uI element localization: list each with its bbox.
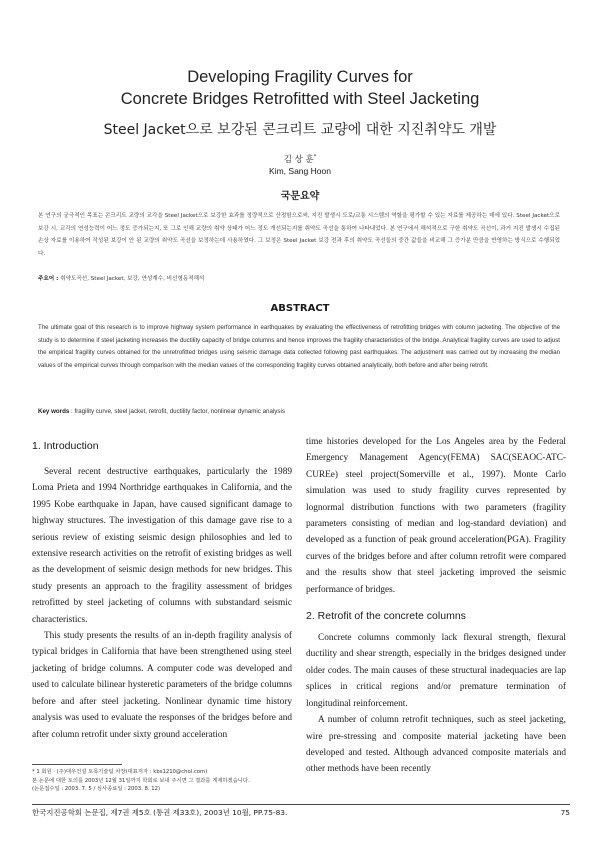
section-2-paragraph-2: A number of column retrofit techniques, such as steel jacketing, wire pre-stressing and composite material jacketing have been developed and tested. Although advanced composite materials and other methods have been recently	[306, 715, 566, 775]
paper-title-english	[20, 66, 580, 110]
section-2-paragraph-1: Concrete columns commonly lack flexural strength, flexural ductility and shear strength, especially in the bridges designed under older codes. The main causes of these structural inadequacies are lap splices in critical regions and/or premature termination of longitudinal reinforcement.	[306, 633, 566, 709]
korean-keywords-list: 취약도곡선, Steel Jacket, 보강, 연성계수, 비선형동적해석	[60, 276, 205, 282]
english-keywords-list: : fragility curve, steel jacket, retrofit, ductility factor, nonlinear dynamic analysis	[71, 408, 285, 415]
footnote-discussion: 본 논문에 대한 토의를 2003년 12월 31일까지 학회로 보내 주시면 그 결과를 게재하겠습니다.	[32, 777, 250, 784]
english-abstract-heading: ABSTRACT	[270, 303, 330, 314]
body-column-right	[306, 434, 566, 778]
english-abstract-text: The ultimate goal of this research is to improve highway system performance in earthquakes by evaluating the effectiveness of retrofitting bridges with column jacketing. The objective of the study is to determine if steel jacketing increases the ductility capacity of bridge columns and hence improves the fragility characteristics of the bridge. Analytical fragility curves are used to adjust the empirical fragility curves obtained for the unretrofitted bridges using seismic damage data collected following past earthquakes. The adjustment was carried out by increasing the median values of the empirical curves through comparison with the median values of the corresponding fragility curves obtained analytically, both before and after being retrofit.	[38, 324, 560, 369]
paper-title-korean: Steel Jacket으로 보강된 콘크리트 교량에 대한 지진취약도 개발	[103, 122, 497, 138]
title-line-1: Developing Fragility Curves for	[187, 68, 413, 86]
section-1-continuation: time histories developed for the Los Angeles area by the Federal Emergency Management Agency(FEMA) SAC(SEAOC-ATC-CUREe) steel project(Somerville et al., 1997). Monte Carlo simulation was used to study fragility curves represented by lognormal distribution functions with two parameters (fragility parameters consisting of median and log-standard deviation) and developed as a function of peak ground acceleration(PGA). Fragility curves of the bridges before and after column retrofit were compared and the results show that steel jacketing improved the seismic performance of bridges.	[306, 437, 566, 595]
page-number: 75	[560, 808, 570, 817]
footnote-affiliation: * 1 회원 · (주)대우건설 토목기술팀 차장(대표저자 : kbs1210@chol.com)	[32, 769, 208, 775]
title-line-2: Concrete Bridges Retrofitted with Steel Jacketing	[120, 90, 480, 108]
author-english: Kim, Sang Hoon	[269, 166, 331, 176]
korean-keywords-label: 주요어 :	[38, 276, 59, 282]
korean-abstract-text: 본 연구의 궁극적인 목표는 콘크리트 교량의 교각을 Steel Jacket으로 보강한 효과를 정량적으로 산정함으로써, 지진 발생시 도로/교통 시스템의 역할을 평가할 수 있는 자료를 제공하는 데에 있다. Steel Jacket으로 보강 시, 교각의 연성능력이 어느 정도 증가되는지, 또 그로 인해 교량의 취약 상태가 어느 정도 개선되는지를 취약도 곡선을 통하여 나타내었다. 본 연구에서 해석적으로 구한 취약도 곡선이, 과거 지진 발생시 수집된 손상 자료를 이용하여 작성된 보강이 안 된 교량의 취약도 곡선을 보정하는데 사용하였다. 그 보정은 Steel Jacket 보강 전과 후의 취약도 곡선들의 중간 값들을 비교해 그 증가분 만큼을 반영하는 방식으로 수행되었다.	[38, 213, 560, 258]
section-1-paragraph-1: Several recent destructive earthquakes, particularly the 1989 Loma Prieta and 1994 Northridge earthquakes in California, and the 1995 Kobe earthquake in Japan, have caused significant damage to highway structures. The investigation of this damage gave rise to a serious review of existing seismic design philosophies and led to extensive research activities on the retrofit of existing bridges as well as the development of seismic design methods for new bridges. This study presents an approach to the fragility assessment of bridges retrofitted by steel jacketing of columns with substandard seismic characteristics.	[32, 467, 292, 625]
author-korean	[20, 152, 580, 166]
english-keywords-label: Key words	[38, 408, 70, 415]
journal-citation: 한국지진공학회 논문집, 제7권 제5호 (통권 제33호), 2003년 10월, PP.75-83.	[32, 808, 288, 817]
footnote-rule	[32, 764, 122, 765]
korean-abstract-heading: 국문요약	[280, 191, 320, 202]
footnote-dates: (논문접수일 : 2003. 7. 5 / 심사종료일 : 2003. 8. 12)	[32, 786, 161, 793]
body-column-left	[32, 440, 292, 743]
section-2-heading: 2. Retrofit of the concrete columns	[306, 610, 466, 623]
section-1-heading: 1. Introduction	[32, 440, 99, 452]
english-keywords	[38, 407, 560, 417]
footer-rule	[32, 804, 570, 805]
korean-keywords	[38, 274, 560, 284]
author-footnote-mark: *	[313, 154, 317, 160]
footnotes	[32, 768, 294, 794]
author-korean-name: 김 상 훈	[283, 154, 314, 165]
section-1-paragraph-2: This study presents the results of an in-depth fragility analysis of typical bridges in California that have been strengthened using steel jacketing of bridge columns. A computer code was developed and used to calculate bilinear hysteretic parameters of the bridge columns before and after steel jacketing. Nonlinear dynamic time history analysis was used to evaluate the responses of the bridges before and after column retrofit under sixty ground acceleration	[32, 631, 292, 740]
